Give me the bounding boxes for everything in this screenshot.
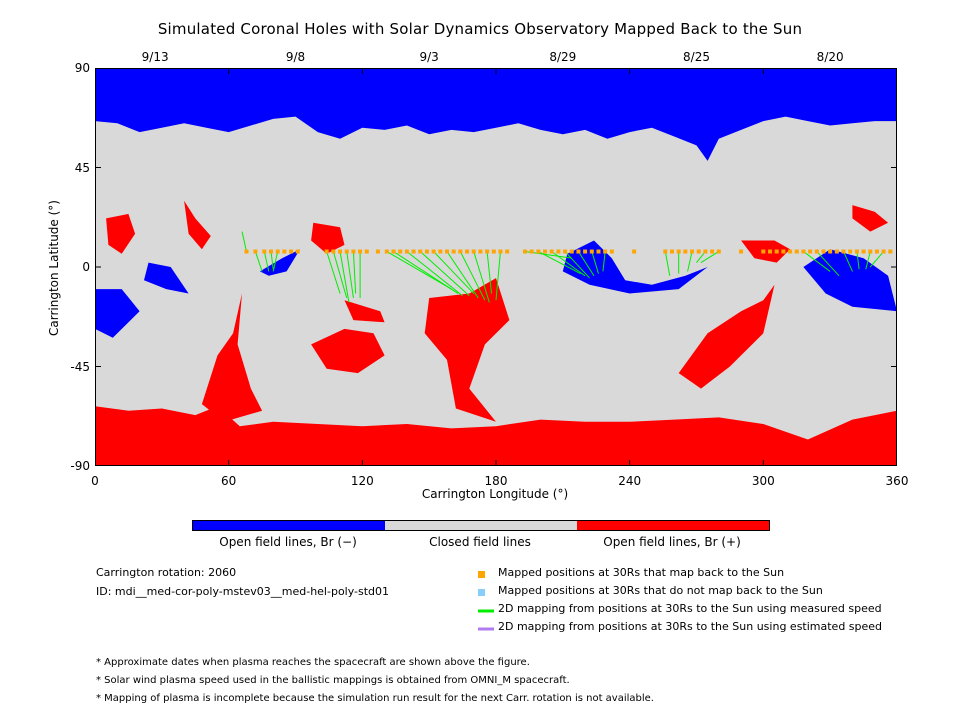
mapped-point [603,250,607,254]
plot-area [95,68,897,466]
top-date-label: 8/20 [816,50,844,64]
top-date-label: 9/3 [419,50,439,64]
x-tick-label: 0 [91,474,99,488]
x-tick-label: 360 [885,474,909,488]
mapped-point [358,250,362,254]
mapped-point [632,250,636,254]
mapped-point [739,250,743,254]
mapped-point [550,250,554,254]
legend-line-purple-icon [478,623,494,636]
mapped-point [296,250,300,254]
mapped-point [345,250,349,254]
mapped-point [788,250,792,254]
mapped-point [882,250,886,254]
top-date-label: 9/8 [285,50,306,64]
mapped-point [458,250,462,254]
colorbar-open-positive [577,521,769,530]
mapped-point [768,250,772,254]
legend-square-lightblue-icon [478,587,486,600]
chart-title: Simulated Coronal Holes with Solar Dynamics Observatory Mapped Back to the Sun [157,20,803,38]
footnote: * Mapping of plasma is incomplete because the simulation run result for the next Carr. rotation is not available. [96,693,654,704]
mapped-point [498,250,502,254]
mapped-point [385,250,389,254]
mapped-point [855,250,859,254]
mapped-point [530,250,534,254]
mapped-point [543,250,547,254]
mapped-point [761,250,765,254]
mapped-point [683,250,687,254]
footnote: * Approximate dates when plasma reaches the spacecraft are shown above the figure. [96,657,530,668]
mapped-point [485,250,489,254]
mapped-point [331,250,335,254]
legend-label: 2D mapping from positions at 30Rs to the Sun using measured speed [498,602,882,615]
y-tick-label: 0 [82,260,90,274]
mapped-point [842,250,846,254]
colorbar-open-negative [193,521,385,530]
carrington-rotation: Carrington rotation: 2060 [96,566,237,579]
mapped-point [425,250,429,254]
mapped-point [570,250,574,254]
legend-label: 2D mapping from positions at 30Rs to the Sun using estimated speed [498,620,883,633]
mapped-point [325,250,329,254]
y-tick-label: -45 [70,359,90,374]
mapped-point [835,250,839,254]
mapped-point [775,250,779,254]
legend-square-orange-icon [478,569,486,582]
mapped-point [781,250,785,254]
mapped-point [432,250,436,254]
colorbar-label-open-negative: Open field lines, Br (−) [219,535,357,549]
x-tick-label: 60 [221,474,237,488]
mapped-point [505,250,509,254]
mapped-point [418,250,422,254]
mapped-point [703,250,707,254]
x-tick-label: 240 [618,474,642,488]
mapped-point [717,250,721,254]
mapped-point [808,250,812,254]
mapped-point [365,250,369,254]
legend-label: Mapped positions at 30Rs that do not map back to the Sun [498,584,823,597]
footnote: * Solar wind plasma speed used in the ballistic mappings is obtained from OMNI_M spacecraft. [96,675,570,686]
mapped-point [795,250,799,254]
mapped-point [583,250,587,254]
x-tick-label: 120 [350,474,374,488]
mapped-point [282,250,286,254]
mapped-point [244,250,248,254]
mapped-point [821,250,825,254]
mapped-point [438,250,442,254]
mapped-point [610,250,614,254]
mapped-point [697,250,701,254]
mapped-point [472,250,476,254]
mapped-point [478,250,482,254]
mapped-point [452,250,456,254]
mapped-point [576,250,580,254]
top-date-label: 8/25 [683,50,710,64]
legend-line-green-icon [478,605,494,618]
mapped-point [862,250,866,254]
colorbar-closed [385,521,577,530]
mapped-point [828,250,832,254]
mapped-point [815,250,819,254]
mapped-point [677,250,681,254]
y-tick-label: -90 [70,459,90,473]
mapped-point [289,250,293,254]
top-date-label: 8/29 [549,50,577,64]
y-axis-label: Carrington Latitude (°) [47,200,61,336]
mapped-point [868,250,872,254]
mapped-point [276,250,280,254]
mapped-point [398,250,402,254]
run-id: ID: mdi__med-cor-poly-mstev03__med-hel-poly-std01 [96,585,390,598]
top-date-label: 9/13 [141,50,169,64]
mapped-point [465,250,469,254]
mapped-point [563,250,567,254]
mapped-point [888,250,892,254]
mapped-point [405,250,409,254]
mapped-point [663,250,667,254]
mapped-point [536,250,540,254]
y-tick-label: 45 [74,160,90,175]
mapped-point [801,250,805,254]
mapped-point [262,250,266,254]
mapped-point [392,250,396,254]
legend-label: Mapped positions at 30Rs that map back to the Sun [498,566,785,579]
mapped-point [445,250,449,254]
mapped-point [376,250,380,254]
mapped-point [590,250,594,254]
mapped-point [848,250,852,254]
x-axis-label: Carrington Longitude (°) [421,487,569,501]
x-tick-label: 180 [484,474,508,488]
mapped-point [412,250,416,254]
mapped-point [556,250,560,254]
mapped-point [351,250,355,254]
colorbar [192,520,770,531]
mapped-point [596,250,600,254]
colorbar-label-open-positive: Open field lines, Br (+) [603,535,741,549]
mapped-point [492,250,496,254]
mapped-point [253,250,257,254]
y-tick-label: 90 [74,61,90,75]
colorbar-label-closed: Closed field lines [429,535,531,549]
mapped-point [690,250,694,254]
mapped-point [523,250,527,254]
mapped-point [710,250,714,254]
mapped-point [875,250,879,254]
x-tick-label: 300 [751,474,775,488]
mapped-point [269,250,273,254]
mapped-point [670,250,674,254]
mapped-point [338,250,342,254]
